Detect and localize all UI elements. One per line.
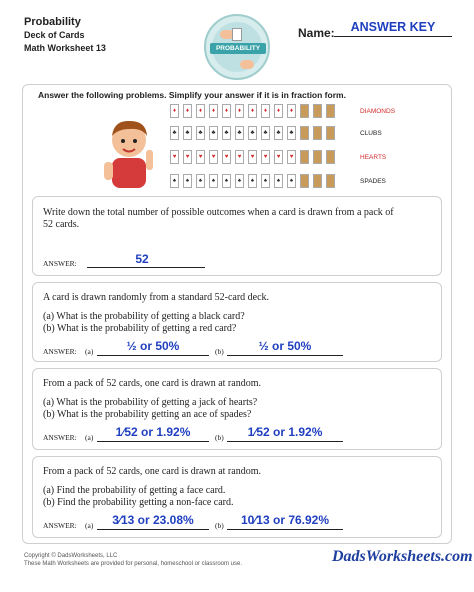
question-part-b: (b) What is the probability getting an ace of spades? <box>43 409 252 420</box>
playing-card <box>313 104 322 118</box>
footer <box>24 552 242 568</box>
worksheet-number: Math Worksheet 13 <box>24 43 106 53</box>
playing-card-icon <box>232 28 242 41</box>
playing-card <box>326 150 335 164</box>
playing-card: ♥ <box>196 150 205 164</box>
suit-row-clubs <box>170 126 410 142</box>
playing-card <box>300 126 309 140</box>
playing-card: ♠ <box>235 174 244 188</box>
answer-label-a: (a) <box>85 521 94 530</box>
playing-card <box>313 150 322 164</box>
playing-card: ♣ <box>170 126 179 140</box>
answer-b-value: ½ or 50% <box>258 339 312 353</box>
answer-b-value: 10⁄13 or 76.92% <box>240 513 330 527</box>
playing-card: ♣ <box>183 126 192 140</box>
playing-card: ♦ <box>235 104 244 118</box>
question-4 <box>32 456 442 538</box>
suit-row-hearts <box>170 150 410 166</box>
playing-card: ♠ <box>261 174 270 188</box>
playing-card: ♦ <box>170 104 179 118</box>
worksheet-subtitle: Deck of Cards <box>24 30 85 40</box>
question-text: From a pack of 52 cards, one card is drawn at random. <box>43 378 261 389</box>
playing-card: ♣ <box>235 126 244 140</box>
suit-label: SPADES <box>360 178 386 185</box>
question-1 <box>32 196 442 276</box>
playing-card <box>326 174 335 188</box>
question-text: A card is drawn randomly from a standard 52-card deck. <box>43 292 270 303</box>
playing-card <box>326 126 335 140</box>
question-part-a: (a) What is the probability of getting a black card? <box>43 311 245 322</box>
answer-line <box>97 529 209 530</box>
answer-line <box>227 355 343 356</box>
playing-card: ♣ <box>287 126 296 140</box>
suit-label: CLUBS <box>360 130 382 137</box>
playing-card: ♠ <box>287 174 296 188</box>
answer-line <box>97 355 209 356</box>
playing-card: ♦ <box>183 104 192 118</box>
playing-card: ♣ <box>222 126 231 140</box>
playing-card: ♣ <box>261 126 270 140</box>
playing-card <box>300 104 309 118</box>
playing-card: ♦ <box>209 104 218 118</box>
playing-card: ♦ <box>248 104 257 118</box>
playing-card: ♥ <box>235 150 244 164</box>
playing-card: ♠ <box>222 174 231 188</box>
playing-card: ♥ <box>183 150 192 164</box>
answer-a-value: 1⁄52 or 1.92% <box>115 425 191 439</box>
playing-card: ♣ <box>274 126 283 140</box>
playing-card <box>313 174 322 188</box>
answer-line <box>227 441 343 442</box>
answer-line <box>87 267 205 268</box>
playing-card: ♥ <box>170 150 179 164</box>
instructions: Answer the following problems. Simplify your answer if it is in fraction form. <box>38 90 346 100</box>
answer-value: 52 <box>135 252 149 266</box>
name-line <box>334 36 452 37</box>
answer-label-a: (a) <box>85 347 94 356</box>
question-text: Write down the total number of possible outcomes when a card is drawn from a pack of <box>43 207 394 218</box>
dadsworksheets-logo: DadsWorksheets.com <box>332 548 473 565</box>
playing-card: ♠ <box>170 174 179 188</box>
playing-card: ♣ <box>248 126 257 140</box>
playing-card: ♠ <box>274 174 283 188</box>
playing-card: ♦ <box>222 104 231 118</box>
question-3 <box>32 368 442 450</box>
playing-card: ♦ <box>196 104 205 118</box>
playing-card: ♥ <box>274 150 283 164</box>
answer-label: ANSWER: <box>43 433 77 442</box>
answer-key-label: ANSWER KEY <box>350 20 436 34</box>
answer-label: ANSWER: <box>43 347 77 356</box>
answer-label: ANSWER: <box>43 259 77 268</box>
playing-card: ♥ <box>222 150 231 164</box>
playing-card: ♦ <box>287 104 296 118</box>
playing-card: ♠ <box>183 174 192 188</box>
answer-line <box>97 441 209 442</box>
answer-label: ANSWER: <box>43 521 77 530</box>
name-label: Name: <box>298 26 335 40</box>
playing-card <box>300 174 309 188</box>
badge-label: PROBABILITY <box>210 43 266 54</box>
question-part-a: (a) Find the probability of getting a face card. <box>43 485 226 496</box>
answer-label-b: (b) <box>215 433 224 442</box>
question-text: 52 cards. <box>43 219 80 230</box>
question-text: From a pack of 52 cards, one card is drawn at random. <box>43 466 261 477</box>
playing-card: ♠ <box>248 174 257 188</box>
answer-label-b: (b) <box>215 347 224 356</box>
playing-card: ♦ <box>261 104 270 118</box>
question-part-b: (b) Find the probability getting a non-face card. <box>43 497 234 508</box>
answer-a-value: ½ or 50% <box>126 339 180 353</box>
playing-card: ♣ <box>196 126 205 140</box>
question-part-b: (b) What is the probability of getting a red card? <box>43 323 237 334</box>
question-2 <box>32 282 442 362</box>
suit-row-spades <box>170 174 410 190</box>
answer-label-a: (a) <box>85 433 94 442</box>
playing-card: ♦ <box>274 104 283 118</box>
answer-line <box>227 529 343 530</box>
playing-card <box>326 104 335 118</box>
playing-card: ♠ <box>196 174 205 188</box>
suit-label: DIAMONDS <box>360 108 396 115</box>
playing-card: ♣ <box>209 126 218 140</box>
probability-badge <box>204 14 270 80</box>
copyright: Copyright © DadsWorksheets, LLC <box>24 553 118 559</box>
hand-icon <box>240 60 254 69</box>
suit-row-diamonds <box>170 104 410 120</box>
playing-card: ♥ <box>209 150 218 164</box>
playing-card: ♥ <box>261 150 270 164</box>
playing-card: ♥ <box>248 150 257 164</box>
worksheet-title: Probability <box>24 16 81 28</box>
answer-b-value: 1⁄52 or 1.92% <box>247 425 323 439</box>
playing-card <box>300 150 309 164</box>
question-part-a: (a) What is the probability of getting a jack of hearts? <box>43 397 258 408</box>
playing-card: ♠ <box>209 174 218 188</box>
usage-note: These Math Worksheets are provided for personal, homeschool or classroom use. <box>24 561 242 567</box>
playing-card: ♥ <box>287 150 296 164</box>
worksheet-header <box>24 16 106 55</box>
boy-illustration <box>98 116 160 194</box>
answer-label-b: (b) <box>215 521 224 530</box>
suit-label: HEARTS <box>360 154 387 161</box>
answer-a-value: 3⁄13 or 23.08% <box>112 513 194 527</box>
playing-card <box>313 126 322 140</box>
